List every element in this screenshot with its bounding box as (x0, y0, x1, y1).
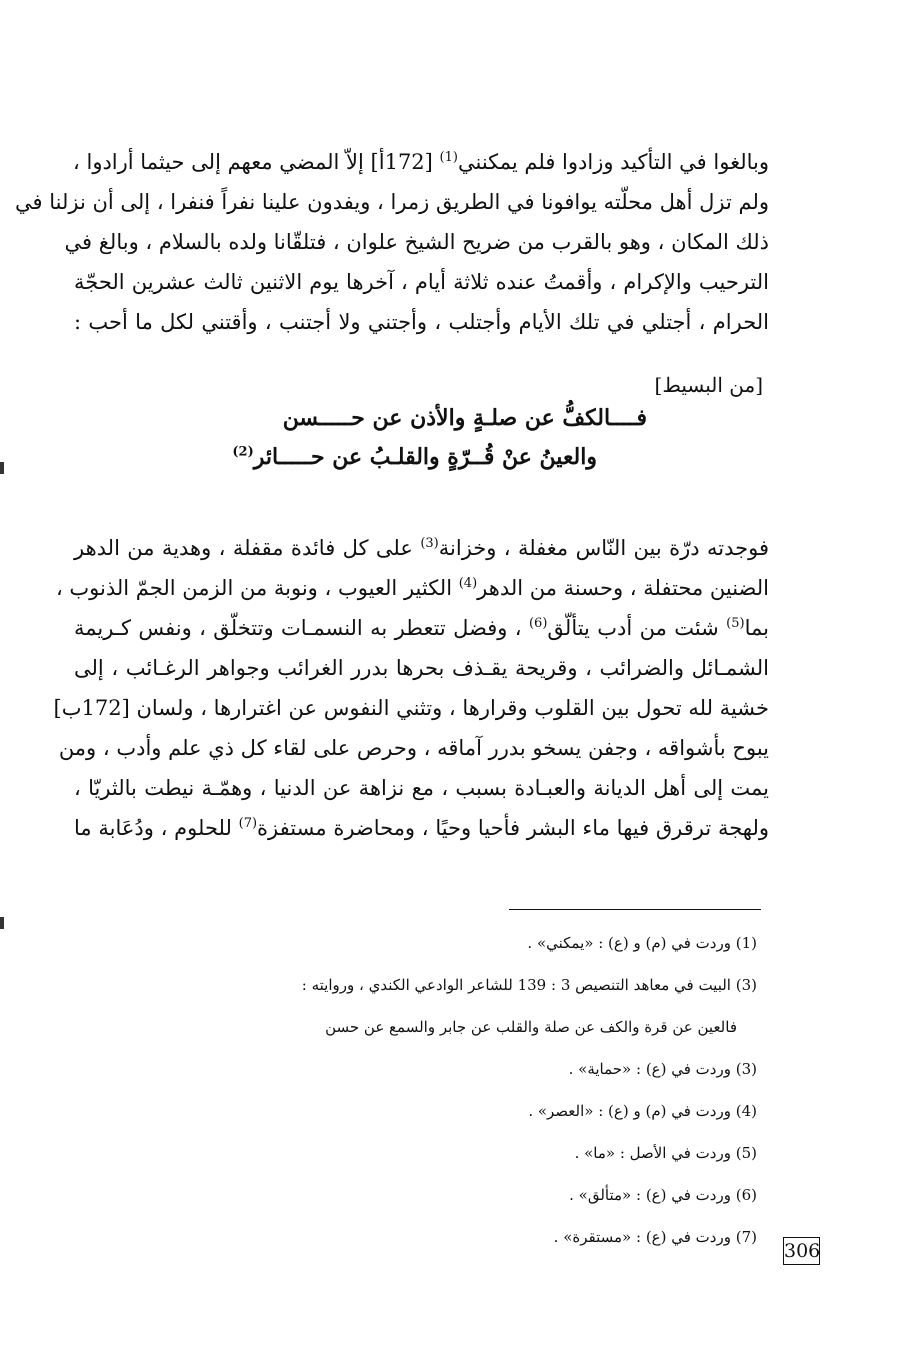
line-text: للحلوم ، ودُعَابة ما (74, 816, 239, 840)
verse-line-2 (207, 444, 597, 470)
paragraph-line (74, 142, 769, 182)
paragraph-line: يمت إلى أهل الديانة والعبـادة بسبب ، مع نزاهة عن الدنيا ، وهمّـة نيطت بالثريّا ، (74, 776, 769, 800)
line-text: [172أ] إلاّ المضي معهم إلى حيثما أرادوا ، (73, 150, 440, 174)
footnotes (197, 928, 757, 1264)
paragraph-line: خشية لله تحول بين القلوب وقرارها ، وتثني النفوس عن اغترارها ، ولسان [172ب] (53, 696, 769, 720)
footnote-marker[interactable]: (3) (420, 536, 439, 551)
footnote-marker[interactable]: (7) (238, 816, 258, 831)
line-text: ولهجة ترقرق فيها ماء البشر فأحيا وحيًا ، ومحاضرة مستفزة (257, 816, 769, 840)
line-text: وبالغوا في التأكيد وزادوا فلم يمكنني (457, 150, 769, 174)
paragraph-line: ذلك المكان ، وهو بالقرب من ضريح الشيخ علوان ، فتلقّانا ولده بالسلام ، وبالغ في (64, 230, 769, 254)
verse-text: والعينُ عنْ قُــرّةٍ والقلـبُ عن حـــــائر (253, 444, 597, 470)
footnote-item: (3) وردت في (ع) : «حماية» . (568, 1060, 757, 1078)
line-text: الكثير العيوب ، ونوبة من الزمن الجمّ الذنوب ، (55, 576, 459, 600)
line-text: فوجدته درّة بين النّاس مغفلة ، وخزانة (438, 536, 770, 560)
footnote-marker[interactable]: (5) (726, 616, 745, 631)
footnote-item: (1) وردت في (م) و (ع) : «يمكني» . (527, 934, 757, 952)
verse-line-1: فــــالكفُّ عن صلـةٍ والأذن عن حـــــسن (282, 405, 647, 431)
paragraph-1 (15, 142, 769, 342)
line-text: شئت من أدب يتألّق (547, 616, 727, 640)
paragraph-line (74, 608, 769, 648)
footnote-item: (7) وردت في (ع) : «مستقرة» . (553, 1228, 757, 1246)
footnote-marker[interactable]: (4) (458, 576, 478, 591)
footnote-divider (509, 909, 761, 910)
footnote-item: (5) وردت في الأصل : «ما» . (574, 1144, 757, 1162)
paragraph-line: ولم تزل أهل محلّته يوافونا في الطريق زمرا ، ويفدون علينا نفراً فنفرا ، إلى أن نزلنا في (15, 190, 769, 214)
line-text: ، وفضل تتعطر به النسمـات وتتخلّق ، ونفس كـريمة (74, 616, 529, 640)
footnote-marker[interactable]: (2) (232, 444, 254, 460)
paragraph-2 (53, 528, 770, 848)
footnote-verse: فالعين عن قرة والكف عن صلة والقلب عن جابر والسمع عن حسن (325, 1018, 737, 1036)
paragraph-line: الحرام ، أجتلي في تلك الأيام وأجتلب ، وأجتني ولا أجتنب ، وأقتني لكل ما أحب : (74, 310, 769, 334)
footnote-item: (3) البيت في معاهد التنصيص 3 : 139 للشاعر الوادعي الكندي ، وروايته : (301, 976, 757, 994)
line-text: بما (744, 616, 769, 640)
paragraph-line: الترحيب والإكرام ، وأقمتُ عنده ثلاثة أيام ، آخرها يوم الاثنين ثالث عشرين الحجّة (74, 270, 769, 294)
meter-label: [من البسيط] (654, 373, 763, 397)
footnote-marker[interactable]: (6) (528, 616, 548, 631)
paragraph-line (55, 568, 769, 608)
page-number: 306 (783, 1237, 820, 1265)
scan-edge-mark (0, 462, 4, 474)
footnote-item: (4) وردت في (م) و (ع) : «العصر» . (528, 1102, 757, 1120)
scan-edge-mark (0, 917, 4, 929)
line-text: الضنين محتفلة ، وحسنة من الدهر (477, 576, 769, 600)
footnote-marker[interactable]: (1) (439, 150, 458, 165)
paragraph-line: يبوح بأشواقه ، وجفن يسخو بدرر آماقه ، وحرص على لقاء كل ذي علم وأدب ، ومن (58, 736, 769, 760)
paragraph-line (74, 528, 769, 568)
paragraph-line (74, 808, 769, 848)
paragraph-line: الشمـائل والضرائب ، وقريحة يقـذف بحرها بدرر الغرائب وجواهر الرغـائب ، إلى (74, 656, 769, 680)
line-text: على كل فائدة مقفلة ، وهدية من الدهر (74, 536, 421, 560)
footnote-item: (6) وردت في (ع) : «متألق» . (569, 1186, 757, 1204)
